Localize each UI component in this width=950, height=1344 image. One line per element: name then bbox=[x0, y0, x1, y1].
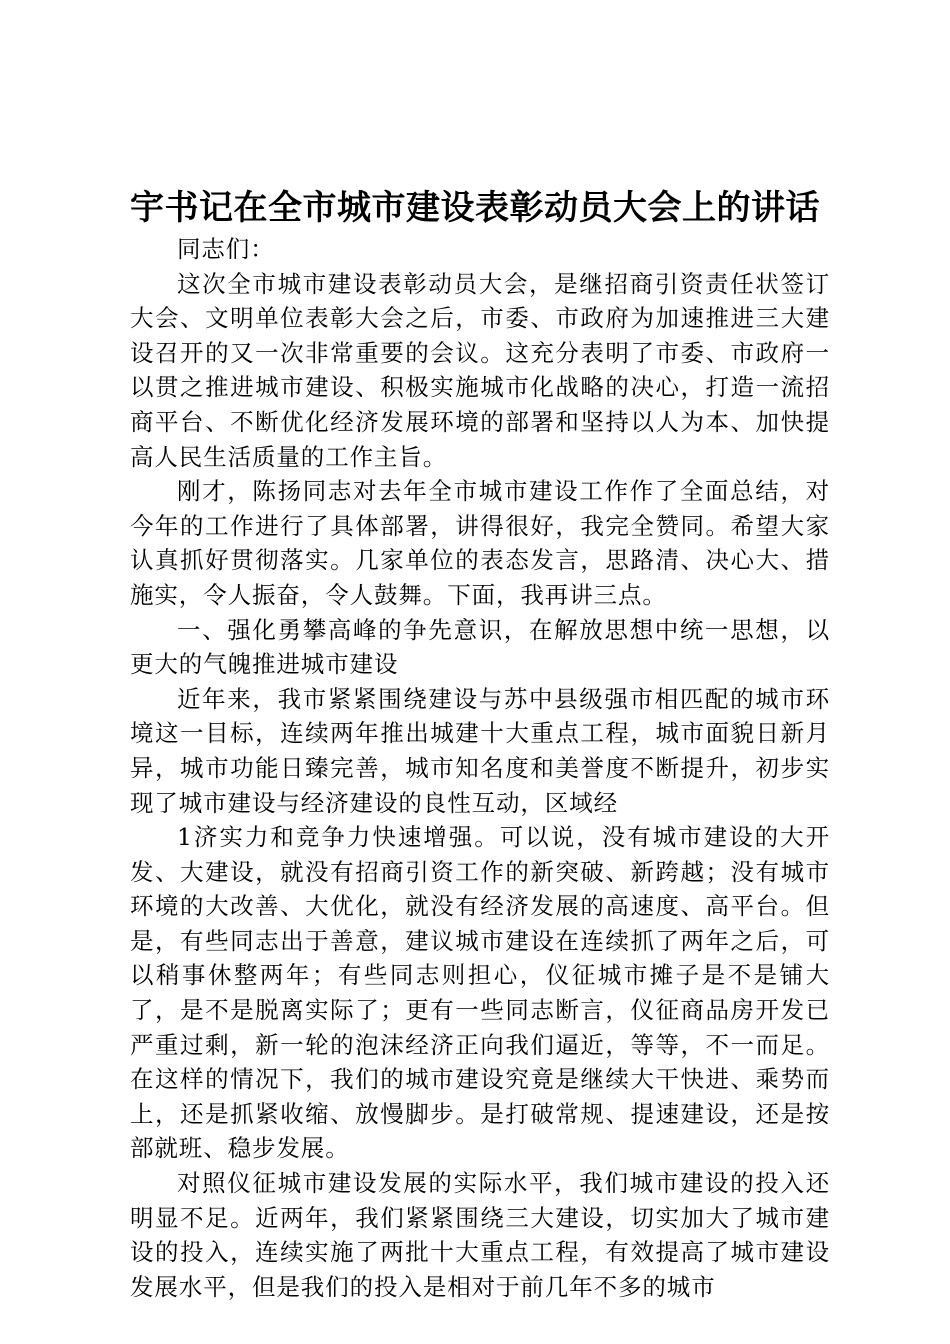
document-body bbox=[130, 232, 830, 1304]
paragraph: 这次全市城市建设表彰动员大会，是继招商引资责任状签订大会、文明单位表彰大会之后，市委、市政府为加速推进三大建设召开的又一次非常重要的会议。这充分表明了市委、市政府一以贯之推进城市建设、积极实施城市化战略的决心，打造一流招商平台、不断优化经济发展环境的部署和坚持以人为本、加快提高人民生活质量的工作主旨。 bbox=[130, 269, 830, 471]
paragraph-salutation: 同志们： bbox=[177, 235, 275, 263]
document-title: 宇书记在全市城市建设表彰动员大会上的讲话 bbox=[130, 188, 820, 228]
paragraph: 1济实力和竞争力快速增强。可以说，没有城市建设的大开发、大建设，就没有招商引资工作的新突破、新跨越；没有城市环境的大改善、大优化，就没有经济发展的高速度、高平台。但是，有些同志出于善意，建议城市建设在连续抓了两年之后，可以稍事休整两年；有些同志则担心，仪征城市摊子是不是铺大了，是不是脱离实际了；更有一些同志断言，仪征商品房开发已严重过剩，新一轮的泡沫经济正向我们逼近，等等，不一而足。在这样的情况下，我们的城市建设究竟是继续大干快进、乘势而上，还是抓紧收缩、放慢脚步。是打破常规、提速建设，还是按部就班、稳步发展。 bbox=[130, 823, 830, 1163]
paragraph: 刚才，陈扬同志对去年全市城市建设工作作了全面总结，对今年的工作进行了具体部署，讲得很好，我完全赞同。希望大家认真抓好贯彻落实。几家单位的表态发言，思路清、决心大、措施实，令人振奋，令人鼓舞。下面，我再讲三点。 bbox=[130, 477, 830, 609]
paragraph: 近年来，我市紧紧围绕建设与苏中县级强市相匹配的城市环境这一目标，连续两年推出城建十大重点工程，城市面貌日新月异，城市功能日臻完善，城市知名度和美誉度不断提升，初步实现了城市建设与经济建设的良性互动，区域经 bbox=[130, 684, 830, 817]
paragraph: 对照仪征城市建设发展的实际水平，我们城市建设的投入还明显不足。近两年，我们紧紧围绕三大建设，切实加大了城市建设的投入，连续实施了两批十大重点工程，有效提高了城市建设发展水平，但是我们的投入是相对于前几年不多的城市 bbox=[130, 1169, 830, 1301]
section-heading: 一、强化勇攀高峰的争先意识，在解放思想中统一思想，以更大的气魄推进城市建设 bbox=[130, 615, 830, 679]
